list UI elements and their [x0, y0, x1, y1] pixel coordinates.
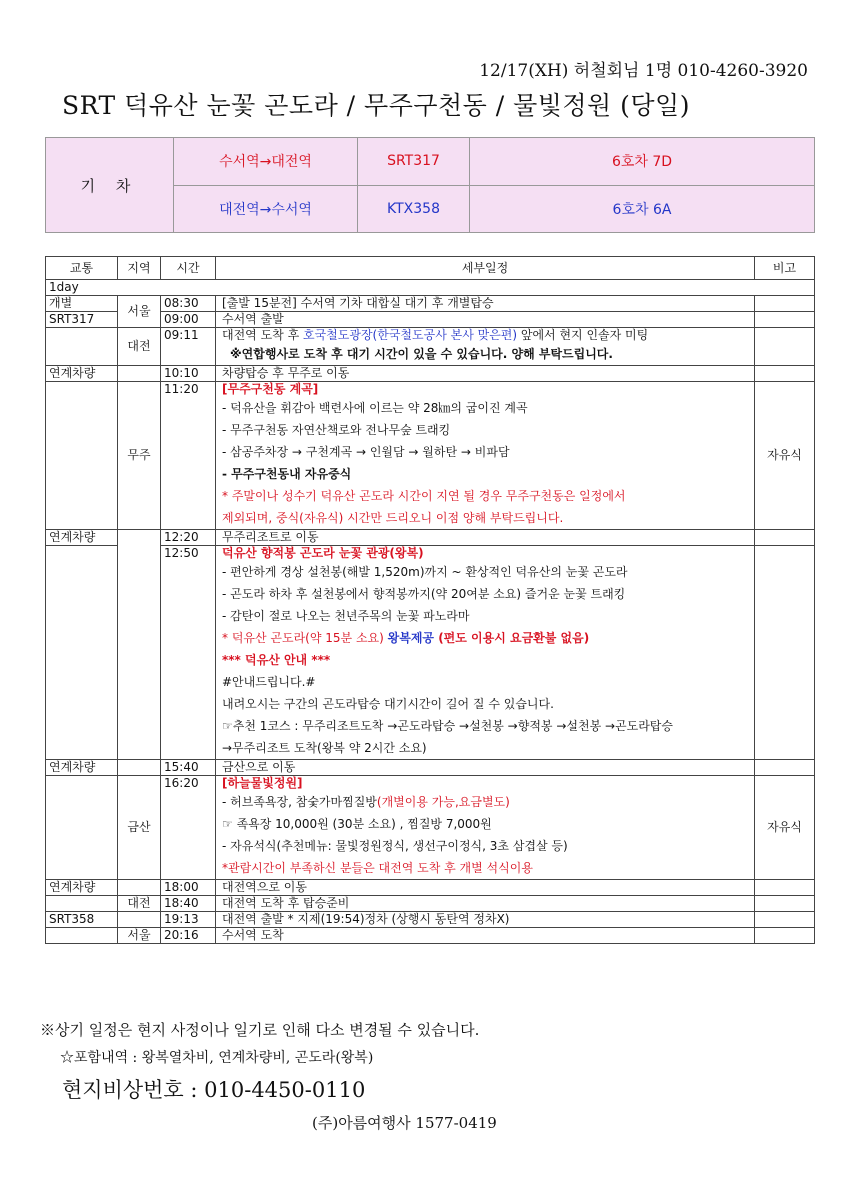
header-note: 비고 [755, 257, 815, 280]
note-cell [755, 546, 815, 760]
train-seat: 6호차 7D [470, 138, 815, 186]
region-cell [118, 530, 161, 760]
detail-text: - 허브족욕장, 참숯가마찜질방 [222, 795, 377, 809]
detail-cell [216, 776, 755, 880]
note-cell: 자유식 [755, 776, 815, 880]
detail-line: * 주말이나 성수기 덕유산 곤도라 시간이 지연 될 경우 무주구천동은 일정에서 [222, 489, 626, 503]
time-cell: 10:10 [161, 366, 216, 382]
note-cell [755, 366, 815, 382]
table-row [46, 328, 815, 366]
note-cell [755, 896, 815, 912]
header-transport: 교통 [46, 257, 118, 280]
table-row [46, 366, 815, 382]
header-time: 시간 [161, 257, 216, 280]
table-row [46, 530, 815, 546]
booking-info: 12/17(XH) 허철회님 1명 010-4260-3920 [479, 61, 808, 81]
time-cell: 09:00 [161, 312, 216, 328]
detail-line: *** 덕유산 안내 *** [222, 653, 331, 667]
detail-line: - 덕유산을 휘감아 백련사에 이르는 약 28㎞의 굽이진 계곡 [222, 401, 528, 415]
transport-cell [46, 928, 118, 944]
transport-cell: SRT317 [46, 312, 118, 328]
day-label: 1day [46, 280, 815, 296]
table-header [46, 257, 815, 280]
note-cell [755, 328, 815, 366]
train-seat: 6호차 6A [470, 185, 815, 233]
region-cell [118, 880, 161, 896]
train-route: 수서역→대전역 [174, 138, 358, 186]
detail-line: - 무주구천동 자연산책로와 전나무숲 트래킹 [222, 423, 451, 437]
detail-cell [216, 546, 755, 760]
note-cell [755, 530, 815, 546]
roundtrip-label: 왕복제공 [387, 631, 435, 645]
region-cell [118, 760, 161, 776]
transport-cell [46, 776, 118, 880]
meeting-place: 호국철도광장(한국철도공사 본사 맞은편) [303, 328, 518, 342]
time-cell: 16:20 [161, 776, 216, 880]
detail-line: 덕유산 향적봉 곤도라 눈꽃 관광(왕복) [222, 546, 424, 560]
includes-info: ☆포함내역 : 왕복열차비, 연계차량비, 곤도라(왕복) [60, 1050, 374, 1066]
note-cell [755, 760, 815, 776]
time-cell: 20:16 [161, 928, 216, 944]
detail-line: →무주리조트 도착(왕복 약 2시간 소요) [222, 741, 427, 755]
detail-cell: 차량탑승 후 무주로 이동 [216, 366, 755, 382]
region-cell: 대전 [118, 328, 161, 366]
table-row [46, 928, 815, 944]
detail-text: 앞에서 현지 인솔자 미팅 [517, 328, 649, 342]
header-region: 지역 [118, 257, 161, 280]
table-row [46, 382, 815, 530]
region-cell [118, 366, 161, 382]
transport-cell: 연계차량 [46, 760, 118, 776]
note-cell: 자유식 [755, 382, 815, 530]
detail-line: *관람시간이 부족하신 분들은 대전역 도착 후 개별 석식이용 [222, 861, 533, 875]
train-table [45, 137, 815, 233]
detail-cell: 수서역 도착 [216, 928, 755, 944]
detail-line [222, 627, 748, 649]
note-cell [755, 296, 815, 312]
gondola-info: * 덕유산 곤도라(약 15분 소요) [222, 631, 388, 645]
transport-cell: 연계차량 [46, 366, 118, 382]
note-cell [755, 928, 815, 944]
time-cell: 12:50 [161, 546, 216, 760]
refund-note: (편도 이용시 요금환불 없음) [434, 631, 590, 645]
table-row [46, 760, 815, 776]
detail-line: ☞ 족욕장 10,000원 (30분 소요) , 찜질방 7,000원 [222, 817, 492, 831]
region-cell [118, 912, 161, 928]
transport-cell: SRT358 [46, 912, 118, 928]
transport-cell: 연계차량 [46, 530, 118, 546]
detail-cell: 금산으로 이동 [216, 760, 755, 776]
time-cell: 18:40 [161, 896, 216, 912]
table-row [46, 776, 815, 880]
detail-line [222, 328, 748, 343]
train-number: SRT317 [358, 138, 470, 186]
emergency-number: 현지비상번호 : 010-4450-0110 [62, 1078, 366, 1102]
detail-cell: [출발 15분전] 수서역 기차 대합실 대기 후 개별탑승 [216, 296, 755, 312]
detail-text: 대전역 도착 후 [222, 328, 303, 342]
region-cell: 금산 [118, 776, 161, 880]
transport-cell [46, 546, 118, 760]
table-row [46, 296, 815, 312]
page-title: SRT 덕유산 눈꽃 곤도라 / 무주구천동 / 물빛정원 (당일) [62, 91, 690, 120]
detail-cell [216, 382, 755, 530]
change-notice: ※상기 일정은 현지 사정이나 일기로 인해 다소 변경될 수 있습니다. [40, 1021, 480, 1039]
note-cell [755, 880, 815, 896]
detail-cell: 대전역 출발 * 지제(19:54)정차 (상행시 동탄역 정차X) [216, 912, 755, 928]
detail-line: [하늘물빛정원] [222, 776, 303, 790]
detail-cell [216, 328, 755, 366]
time-cell: 11:20 [161, 382, 216, 530]
detail-line: ※연합행사로 도착 후 대기 시간이 있을 수 있습니다. 양해 부탁드립니다. [230, 347, 613, 361]
detail-line: 제외되며, 중식(자유식) 시간만 드리오니 이점 양해 부탁드립니다. [222, 511, 564, 525]
schedule-table [45, 256, 815, 944]
detail-line: ☞추천 1코스 : 무주리조트도착 →곤도라탑승 →설천봉 →향적봉 →설천봉 →곤도라탑승 [222, 719, 673, 733]
note-cell [755, 912, 815, 928]
time-cell: 18:00 [161, 880, 216, 896]
detail-cell: 대전역으로 이동 [216, 880, 755, 896]
train-row [46, 138, 815, 186]
detail-cell: 대전역 도착 후 탑승준비 [216, 896, 755, 912]
detail-line: - 무주구천동내 자유중식 [222, 467, 352, 481]
transport-cell [46, 896, 118, 912]
train-label: 기 차 [46, 138, 174, 233]
detail-cell: 수서역 출발 [216, 312, 755, 328]
train-number: KTX358 [358, 185, 470, 233]
region-cell: 무주 [118, 382, 161, 530]
region-cell: 서울 [118, 928, 161, 944]
transport-cell [46, 328, 118, 366]
detail-line [222, 791, 748, 813]
table-row [46, 896, 815, 912]
table-row [46, 280, 815, 296]
table-row [46, 312, 815, 328]
detail-line: - 삼공주차장 → 구천계곡 → 인월담 → 월하탄 → 비파담 [222, 445, 510, 459]
table-row [46, 546, 815, 760]
detail-line: - 편안하게 경상 설천봉(해발 1,520m)까지 ~ 환상적인 덕유산의 눈꽃 곤도라 [222, 565, 628, 579]
time-cell: 08:30 [161, 296, 216, 312]
detail-line: - 감탄이 절로 나오는 천년주목의 눈꽃 파노라마 [222, 609, 470, 623]
region-cell: 대전 [118, 896, 161, 912]
detail-line: - 곤도라 하차 후 설천봉에서 향적봉까지(약 20여분 소요) 즐거운 눈꽃 트래킹 [222, 587, 626, 601]
detail-line: [무주구천동 계곡] [222, 382, 319, 396]
time-cell: 19:13 [161, 912, 216, 928]
detail-line: #안내드립니다.# [222, 675, 316, 689]
transport-cell: 연계차량 [46, 880, 118, 896]
time-cell: 09:11 [161, 328, 216, 366]
time-cell: 15:40 [161, 760, 216, 776]
transport-cell [46, 382, 118, 530]
extra-fee-note: (개별이용 가능,요금별도) [376, 795, 510, 809]
detail-line: 내려오시는 구간의 곤도라탑승 대기시간이 길어 질 수 있습니다. [222, 697, 554, 711]
table-row [46, 880, 815, 896]
train-route: 대전역→수서역 [174, 185, 358, 233]
header-detail: 세부일정 [216, 257, 755, 280]
detail-line: - 자유석식(추천메뉴: 물빛정원정식, 생선구이정식, 3초 삼겹살 등) [222, 839, 568, 853]
region-cell: 서울 [118, 296, 161, 328]
company-info: (주)아름여행사 1577-0419 [312, 1114, 497, 1132]
transport-cell: 개별 [46, 296, 118, 312]
note-cell [755, 312, 815, 328]
detail-cell: 무주리조트로 이동 [216, 530, 755, 546]
time-cell: 12:20 [161, 530, 216, 546]
table-row [46, 912, 815, 928]
